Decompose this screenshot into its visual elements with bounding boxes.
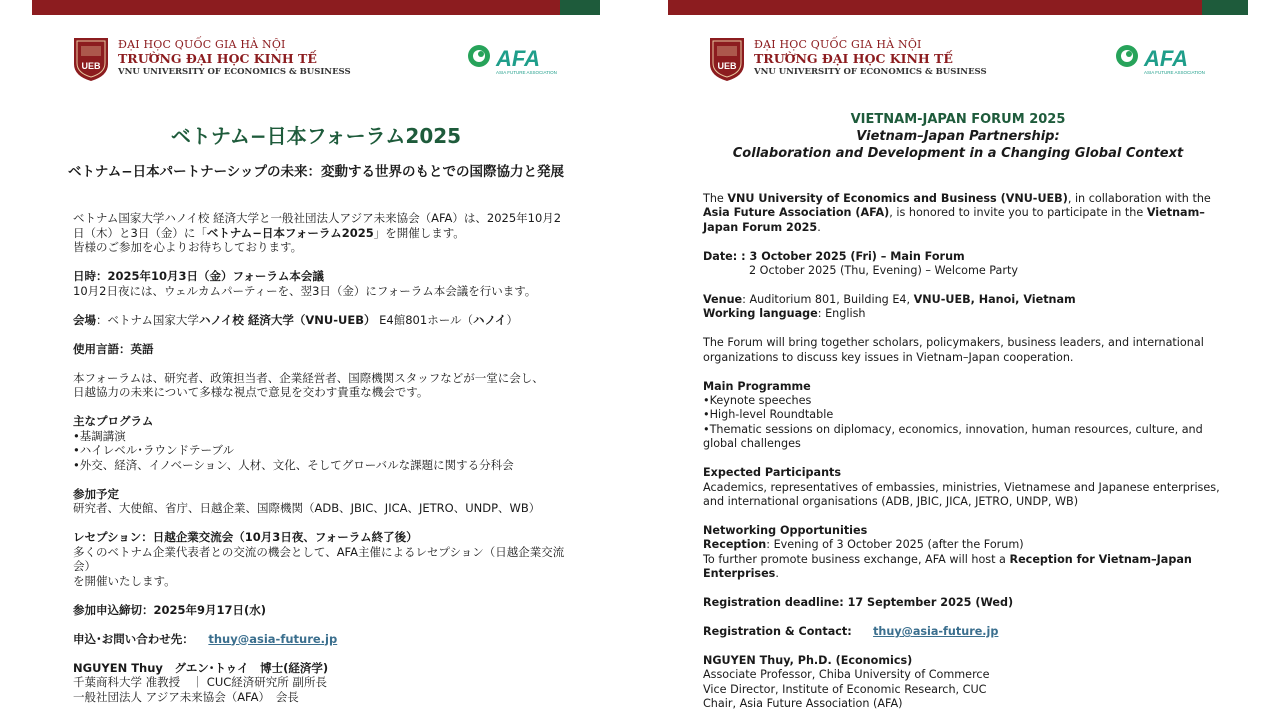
date-section: Date: : 3 October 2025 (Fri) – Main Forum 2 October 2025 (Thu, Evening) – Welcome Party: [703, 249, 1018, 278]
svg-text:UEB: UEB: [81, 61, 101, 71]
list-item: •High-level Roundtable: [703, 408, 834, 422]
language-section: 使用言語：英語: [73, 341, 154, 356]
svg-text:AFA: AFA: [1144, 46, 1188, 71]
list-item: •Keynote speeches: [703, 394, 812, 408]
list-item: •ハイレベル･ラウンドテーブル: [73, 443, 234, 457]
participants-section: 参加予定 研究者、大使館、省庁、日越企業、国際機関（ADB、JBIC、JICA、JETRO、UNDP、WB）: [73, 486, 541, 515]
flyer-body: [73, 211, 580, 704]
university-name: ĐẠI HỌC QUỐC GIA HÀ NỘI TRƯỜNG ĐẠI HỌC KINH TẾ VNU UNIVERSITY OF ECONOMICS & BUSINESS: [754, 38, 987, 78]
top-color-bar: [668, 0, 1248, 15]
ueb-shield-logo: [72, 36, 110, 82]
svg-text:UEB: UEB: [717, 61, 737, 71]
description: The Forum will bring together scholars, policymakers, business leaders, and international organizations to discuss key issues in Vietnam–Japan cooperation.: [703, 336, 1204, 364]
reception-section: レセプション：日越企業交流会（10月3日夜、フォーラム終了後） 多くのベトナム企業代表者との交流の機会として、AFA主催によるレセプション（日越企業交流会） を開催いたします。: [73, 530, 565, 588]
venue-section: 会場：ベトナム国家大学ハノイ校 経済大学（VNU-UEB） E4館801ホール（ハノイ）: [73, 312, 518, 327]
contact-email-link[interactable]: thuy@asia-future.jp: [873, 624, 999, 638]
afa-logo: [466, 42, 560, 76]
deadline: 参加申込締切：2025年9月17日(水): [73, 602, 267, 617]
participants-section: Expected Participants Academics, representatives of embassies, ministries, Vietnamese and Japanese enterprises, and international organisations (ADB, JBIC, JICA, JETRO, UNDP, WB): [703, 466, 1220, 508]
ueb-shield-logo: [708, 36, 746, 82]
intro-text: The VNU University of Economics and Business (VNU-UEB), in collaboration with the Asia Future Association (AFA), is honored to invite you to participate in the Vietnam–Japan Forum 2025.: [703, 192, 1211, 234]
contact-email-link[interactable]: thuy@asia-future.jp: [208, 631, 338, 646]
intro-text: ベトナム国家大学ハノイ校 経済大学と一般社団法人アジア未来協会（AFA）は、2025年10月2 日（木）と3日（金）に「ベトナム−日本フォーラム2025」を開催します。 皆様のご参加を心よりお待ちしております。: [73, 211, 562, 254]
japanese-flyer-page: [32, 0, 600, 720]
networking-section: Networking Opportunities Reception: Evening of 3 October 2025 (after the Forum) To further promote business exchange, AFA will host a Reception for Vietnam–Japan Enterprises.: [703, 523, 1192, 581]
svg-text:AFA: AFA: [496, 46, 540, 71]
flyer-header: [72, 36, 560, 86]
contact-section: Registration & Contact: thuy@asia-future.jp: [703, 624, 999, 638]
list-item: •Thematic sessions on diplomacy, economics, innovation, human resources, culture, and global challenges: [703, 422, 1203, 451]
contact-person: NGUYEN Thuy グエン･トゥイ 博士(経済学) 千葉商科大学 准教授 ｜ CUC経済研究所 副所長 一般社団法人 アジア未来協会（AFA） 会長: [73, 660, 329, 704]
forum-subtitle-1: Vietnam–Japan Partnership:: [856, 129, 1060, 144]
afa-logo: [1114, 42, 1208, 76]
svg-text:ASIA FUTURE ASSOCIATION: ASIA FUTURE ASSOCIATION: [1144, 70, 1205, 75]
date-section: 日時：2025年10月3日（金）フォーラム本会議 10月2日夜には、ウェルカムパーティーを、翌3日（金）にフォーラム本会議を行います。: [73, 269, 537, 298]
program-section: Main Programme •Keynote speeches •High-level Roundtable •Thematic sessions on diplomacy, economics, innovation, human resources, culture, and global challenges: [703, 379, 1203, 451]
list-item: •外交、経済、イノベーション、人材、文化、そしてグローバルな課題に関する分科会: [73, 457, 514, 472]
english-flyer-page: [668, 0, 1248, 720]
forum-title-block: [668, 111, 1248, 162]
flyer-body: [703, 192, 1228, 711]
venue-section: Venue: Auditorium 801, Building E4, VNU-UEB, Hanoi, Vietnam Working language: English: [703, 293, 1076, 321]
forum-subtitle: ベトナム−日本パートナーシップの未来：変動する世界のもとでの国際協力と発展: [67, 164, 565, 180]
program-section: 主なプログラム •基調講演 •ハイレベル･ラウンドテーブル •外交、経済、イノベーション、人材、文化、そしてグローバルな課題に関する分科会: [73, 414, 514, 472]
description: 本フォーラムは、研究者、政策担当者、企業経営者、国際機関スタッフなどが一堂に会し、 日越協力の未来について多様な視点で意見を交わす貴重な機会です。: [73, 370, 544, 399]
forum-title: ベトナム−日本フォーラム2025: [170, 124, 462, 148]
contact-person: NGUYEN Thuy, Ph.D. (Economics) Associate Professor, Chiba University of Commerce Vice Director, Institute of Economic Research, CUC Chair, Asia Future Association (AFA): [703, 653, 990, 711]
contact-section: 申込･お問い合わせ先： thuy@asia-future.jp: [73, 631, 338, 646]
university-name: ĐẠI HỌC QUỐC GIA HÀ NỘI TRƯỜNG ĐẠI HỌC KINH TẾ VNU UNIVERSITY OF ECONOMICS & BUSINESS: [118, 38, 351, 78]
top-color-bar: [32, 0, 600, 15]
forum-subtitle-2: Collaboration and Development in a Changing Global Context: [732, 146, 1184, 161]
deadline: Registration deadline: 17 September 2025 (Wed): [703, 596, 1014, 610]
forum-title: VIETNAM-JAPAN FORUM 2025: [850, 112, 1066, 127]
flyer-header: [708, 36, 1208, 86]
svg-text:ASIA FUTURE ASSOCIATION: ASIA FUTURE ASSOCIATION: [496, 70, 557, 75]
list-item: •基調講演: [73, 428, 126, 443]
